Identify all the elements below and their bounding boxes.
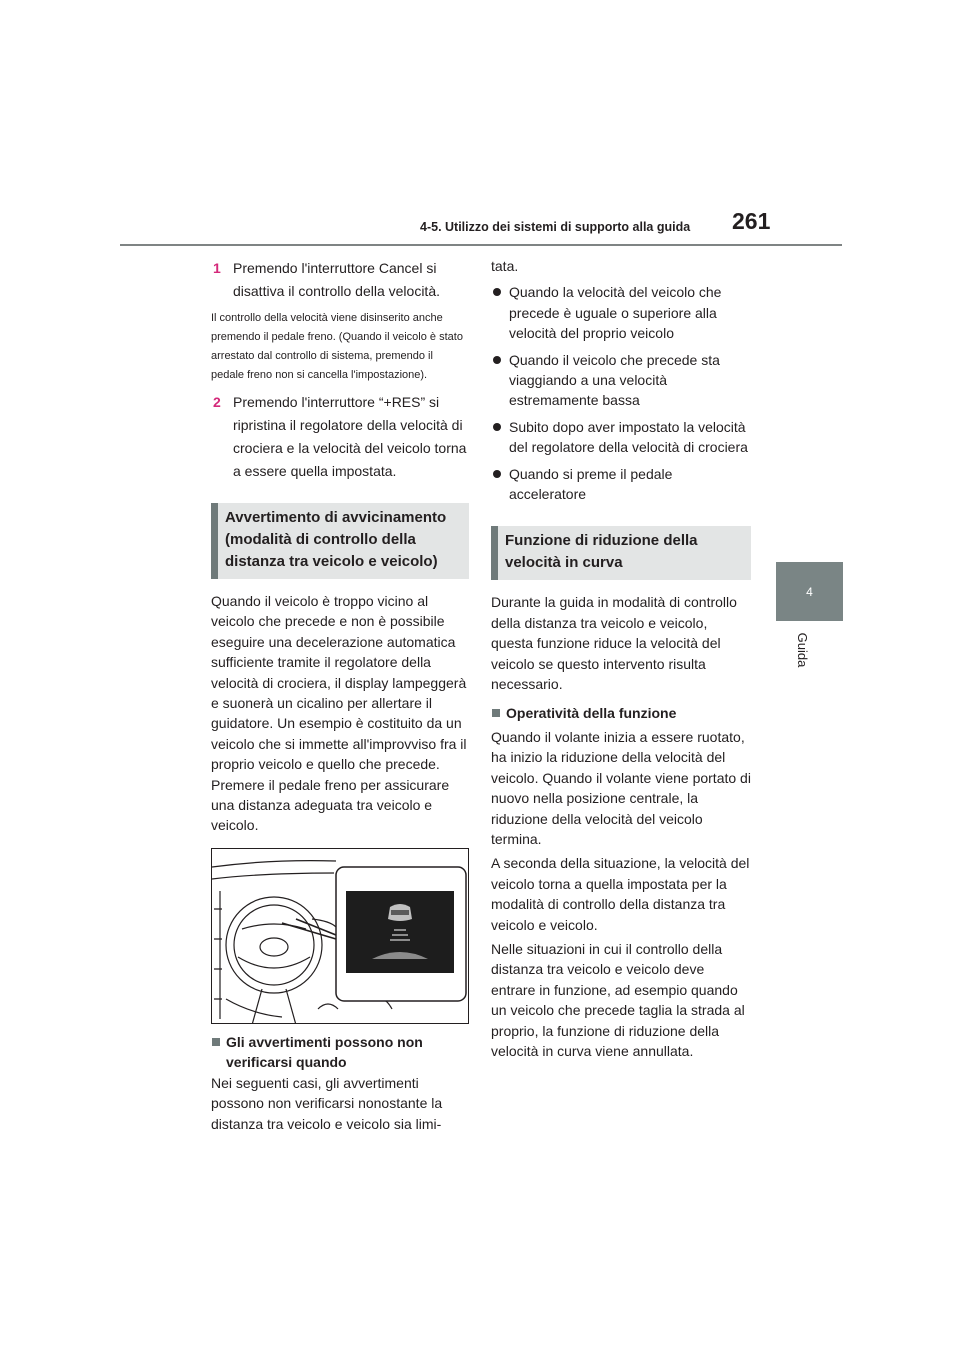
left-column — [211, 256, 469, 1134]
note-text: Il controllo della velocità viene disinserito anche premendo il pedale freno. (Quando il veicolo è stato arrestato dal controllo di sistema, premendo il pedale freno non si cancella l'impostazione). — [211, 312, 463, 381]
page-number: 261 — [732, 208, 771, 234]
step-number: 2 — [213, 394, 221, 410]
list-item: Quando il veicolo che precede sta viaggiando a una velocità estremamente bassa — [491, 350, 751, 411]
step-text: Premendo l'interruttore “+RES” si ripristina il regolatore della velocità di crociera e la velocità del veicolo torna a essere quella impostata. — [233, 394, 467, 479]
section-title: 4-5. Utilizzo dei sistemi di supporto alla guida — [420, 220, 691, 234]
list-item: Subito dopo aver impostato la velocità del regolatore della velocità di crociera — [491, 417, 751, 458]
header-divider — [120, 244, 842, 246]
list-item: Quando la velocità del veicolo che precede è uguale o superiore alla velocità del proprio veicolo — [491, 282, 751, 343]
step-number: 1 — [213, 260, 221, 276]
body-paragraph: Durante la guida in modalità di controllo della distanza tra veicolo e veicolo, questa funzione riduce la velocità del veicolo se questo intervento risulta necessario. — [491, 594, 737, 693]
lead-vehicle-icon — [388, 904, 412, 921]
step-1 — [211, 257, 469, 303]
right-column — [491, 256, 751, 1061]
body-paragraph: Quando il volante inizia a essere ruotato, ha inizio la riduzione della velocità del veicolo. Quando il volante viene portato di nuovo nella posizione centrale, la riduzione della velocità del veicolo termina. — [491, 728, 751, 847]
body-paragraph: Nei seguenti casi, gli avvertimenti possono non verificarsi nonostante la distanza tra veicolo e veicolo sia limi- — [211, 1074, 443, 1132]
subheading-operation: Operatività della funzione — [491, 703, 751, 723]
body-paragraph: A seconda della situazione, la velocità del veicolo torna a quella impostata per la modalità di controllo della distanza tra veicolo e veicolo. — [491, 855, 750, 933]
continuation-text: tata. — [491, 258, 519, 274]
step-text: Premendo l'interruttore Cancel si disattiva il controllo della velocità. — [233, 260, 440, 299]
chapter-label: Guida — [795, 632, 810, 668]
body-paragraph: Quando il veicolo è troppo vicino al veicolo che precede e non è possibile eseguire una decelerazione automatica sufficiente tramite il regolatore della velocità di crociera, il display lampeggerà e suonerà un cicalino per allertare il guidatore. Un esempio è costituito da un veicolo che si immette all'improvviso fra il proprio veicolo e quello che precede. Premere il pedale freno per assicurare una distanza adeguata tra veicolo e veicolo. — [211, 593, 467, 834]
subheading-warnings: Gli avvertimenti possono non verificarsi quando — [211, 1032, 469, 1073]
dashboard-drawing — [212, 849, 469, 1024]
step-2 — [211, 391, 469, 483]
dashboard-illustration — [211, 848, 469, 1024]
body-paragraph: Nelle situazioni in cui il controllo della distanza tra veicolo e veicolo deve entrare in funzione, ad esempio quando un veicolo che precede taglia la strada al proprio, la funzione di riduzione della velocità in curva viene annullata. — [491, 940, 745, 1059]
chapter-number: 4 — [806, 584, 813, 599]
chapter-tab[interactable] — [776, 562, 843, 621]
section-heading-curve-speed: Funzione di riduzione della velocità in curva — [491, 526, 751, 580]
section-heading-approach-warning: Avvertimento di avvicinamento (modalità di controllo della distanza tra veicolo e veicolo) — [211, 503, 469, 579]
list-item: Quando si preme il pedale acceleratore — [491, 464, 751, 505]
